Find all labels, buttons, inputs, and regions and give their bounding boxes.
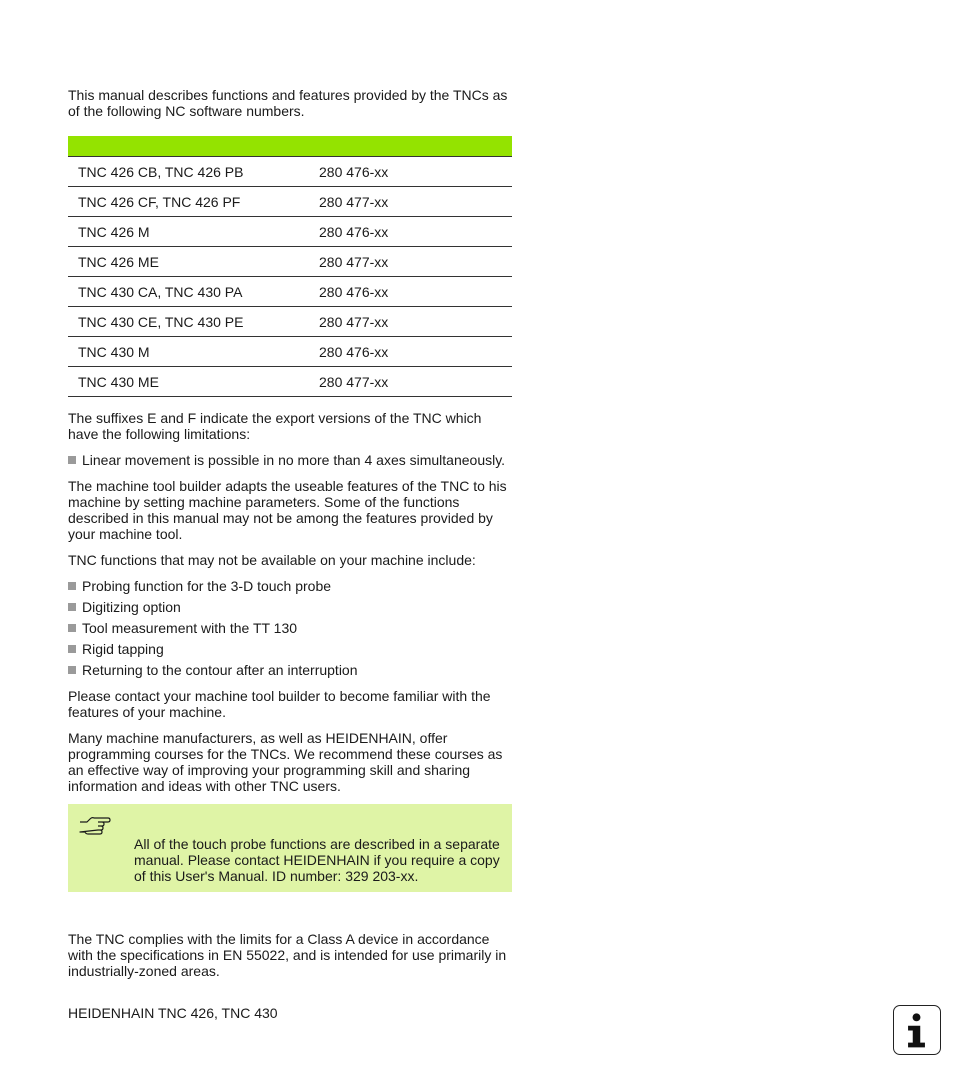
list-item <box>68 620 512 636</box>
square-bullet-icon <box>68 456 76 464</box>
export-paragraph: The suffixes E and F indicate the export versions of the TNC which have the following limitations: <box>68 410 482 442</box>
list-item-text: Linear movement is possible in no more than 4 axes simultaneously. <box>82 452 506 468</box>
square-bullet-icon <box>68 603 76 611</box>
functions-list <box>68 578 512 678</box>
intro-paragraph: This manual describes functions and features provided by the TNCs as of the following NC software numbers. <box>68 87 508 119</box>
square-bullet-icon <box>68 666 76 674</box>
model-cell: TNC 426 CF, TNC 426 PF <box>68 187 319 217</box>
software-cell: 280 477-xx <box>319 367 512 397</box>
list-item-text: Digitizing option <box>82 599 181 615</box>
software-cell: 280 476-xx <box>319 157 512 187</box>
class-a-paragraph: The TNC complies with the limits for a Class A device in accordance with the specifications in EN 55022, and is intended for use primarily in industrially-zoned areas. <box>68 931 507 979</box>
pointing-hand-icon <box>78 814 112 836</box>
list-item <box>68 599 512 615</box>
list-item <box>68 578 512 594</box>
table-row <box>68 367 512 397</box>
table-row <box>68 307 512 337</box>
table-row <box>68 277 512 307</box>
table-row <box>68 187 512 217</box>
list-item <box>68 662 512 678</box>
table-row <box>68 247 512 277</box>
note-box <box>68 804 512 892</box>
model-cell: TNC 426 M <box>68 217 319 247</box>
model-cell: TNC 430 CA, TNC 430 PA <box>68 277 319 307</box>
model-cell: TNC 426 CB, TNC 426 PB <box>68 157 319 187</box>
model-cell: TNC 430 M <box>68 337 319 367</box>
square-bullet-icon <box>68 624 76 632</box>
list-item-text: Rigid tapping <box>82 641 164 657</box>
software-cell: 280 477-xx <box>319 247 512 277</box>
list-item-text: Tool measurement with the TT 130 <box>82 620 298 636</box>
model-cell: TNC 426 ME <box>68 247 319 277</box>
list-item <box>68 641 512 657</box>
list-item-text: Returning to the contour after an interruption <box>82 662 358 678</box>
software-numbers-table <box>68 136 512 397</box>
software-cell: 280 476-xx <box>319 217 512 247</box>
table-row <box>68 337 512 367</box>
square-bullet-icon <box>68 582 76 590</box>
table-row <box>68 217 512 247</box>
square-bullet-icon <box>68 645 76 653</box>
machine-builder-paragraph: The machine tool builder adapts the useable features of the TNC to his machine by setting machine parameters. Some of the functions described in this manual may not be among the features provided by your machine tool. <box>68 478 507 542</box>
software-cell: 280 476-xx <box>319 277 512 307</box>
page-footer: HEIDENHAIN TNC 426, TNC 430 <box>68 1005 278 1021</box>
note-text: All of the touch probe functions are described in a separate manual. Please contact HEIDENHAIN if you require a copy of this User's Manual. ID number: 329 203-xx. <box>134 836 500 884</box>
info-badge[interactable] <box>893 1005 941 1055</box>
list-item-text: Probing function for the 3-D touch probe <box>82 578 332 594</box>
table-header-cell <box>68 136 512 157</box>
export-limitations-list <box>68 452 512 468</box>
table-header-row <box>68 136 512 157</box>
software-cell: 280 476-xx <box>319 337 512 367</box>
contact-paragraph: Please contact your machine tool builder to become familiar with the features of your machine. <box>68 688 491 720</box>
list-item <box>68 452 512 468</box>
software-cell: 280 477-xx <box>319 307 512 337</box>
info-icon <box>894 1006 939 1053</box>
page-content <box>68 87 512 892</box>
model-cell: TNC 430 CE, TNC 430 PE <box>68 307 319 337</box>
software-cell: 280 477-xx <box>319 187 512 217</box>
table-row <box>68 157 512 187</box>
functions-intro-paragraph: TNC functions that may not be available on your machine include: <box>68 552 476 568</box>
courses-paragraph: Many machine manufacturers, as well as HEIDENHAIN, offer programming courses for the TNCs. We recommend these courses as an effective way of improving your programming skill and sharing information and ideas with other TNC users. <box>68 730 503 794</box>
model-cell: TNC 430 ME <box>68 367 319 397</box>
